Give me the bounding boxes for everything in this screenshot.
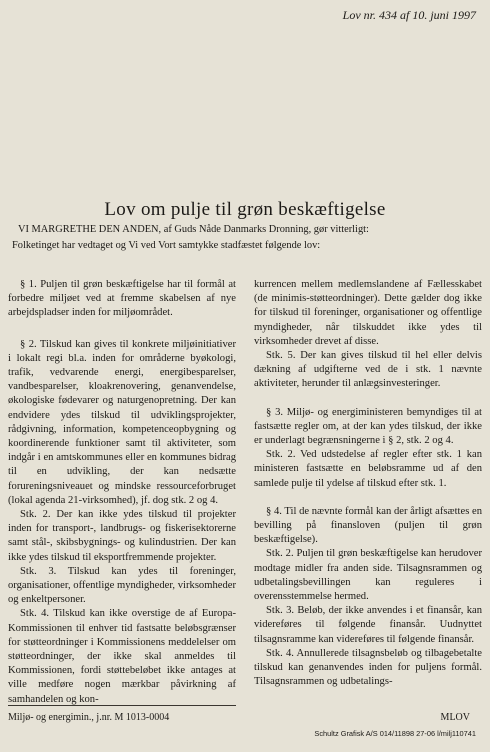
law-title: Lov om pulje til grøn beskæftigelse — [104, 199, 386, 220]
printer-imprint: Schultz Grafisk A/S 014/11898 27-06 l/milj110741 — [314, 729, 476, 738]
preamble — [12, 222, 478, 254]
paragraph-2-stk-3: Stk. 3. Tilskud kan ydes til foreninger, organisationer, offentlige myndigheder, virksomheder og enkeltpersoner. — [8, 565, 236, 606]
running-header: Lov nr. 434 af 10. juni 1997 — [342, 8, 476, 22]
paragraph-2: § 2. Tilskud kan gives til konkrete miljøinitiativer i lokalt regi bl.a. inden for områderne byøkologi, trafik, vedvarende energi, energibesparelser, vandbesparelser, kloakrenovering, genanvendelse, økologiske fødevarer og naturgenopretning. Der kan endvidere ydes tilskud til udviklingsprojekter, rådgivning, information, kompetenceopbygning og koordinerende funktioner samt til aktiviteter, som indgår i en amtskommunes eller en kommunes bidrag til en udvikling, der kan nedsætte forureningsniveauet og mindske ressourceforbruget (lokal agenda 21-virksomhed), jf. dog stk. 2 og 4. — [8, 338, 236, 506]
paragraph-3: § 3. Miljø- og energiministeren bemyndiges til at fastsætte regler om, at der kan ydes tilskud, der ikke er underlagt begrænsningerne i § 2, stk. 2 og 4. — [254, 406, 482, 447]
paragraph-1: § 1. Puljen til grøn beskæftigelse har til formål at forbedre miljøet ved at fremme skabelsen af nye arbejdspladser inden for miljøområdet. — [8, 279, 236, 319]
paragraph-2-stk-4: Stk. 4. Tilskud kan ikke overstige de af Europa-Kommissionen til enhver tid fastsatte beløbsgrænser for støtteordninger i Kommissionens meddelelser om støtteordninger, der ikke skal anmeldes til Kommissionen, fordi støttebeløbet ikke antages at ville medføre nogen mærkbar påvirkning af samhandelen og kon- — [8, 608, 236, 705]
paragraph-2-stk-5: Stk. 5. Der kan gives tilskud til hel eller delvis dækning af udgifterne ved de i stk. 1 nævnte aktiviteter, herunder til anlægsinvesteringer. — [254, 350, 482, 390]
paragraph-4-stk-3: Stk. 3. Beløb, der ikke anvendes i et finansår, kan videreføres til følgende finansår. Uudnyttet tilsagnsramme kan videreføres til følgende finansår. — [254, 605, 482, 645]
right-column — [254, 278, 482, 689]
paragraph-2-stk-4-cont: kurrencen mellem medlemslandene af Fællesskabet (de minimis-støtteordninger). Dette gælder dog ikke for tilskud til foreninger, organisationer og offentlige myndigheder, når tilskuddet ikke ydes til virksomheder drevet af disse. — [254, 279, 482, 347]
footer-divider — [8, 705, 236, 706]
paragraph-4-stk-4: Stk. 4. Annullerede tilsagnsbeløb og tilbagebetalte tilskud kan genanvendes inden for puljens formål. Tilsagnsrammen og udbetalings- — [254, 647, 482, 688]
preamble-line-2: Folketinget har vedtaget og Vi ved Vort samtykke stadfæstet følgende lov: — [12, 240, 321, 251]
journal-number: Miljø- og energimin., j.nr. M 1013-0004 — [8, 712, 170, 723]
paragraph-4: § 4. Til de nævnte formål kan der årligt afsættes en bevilling på finansloven (puljen til grøn beskæftigelse). — [254, 505, 482, 546]
paragraph-4-stk-2: Stk. 2. Puljen til grøn beskæftigelse kan herudover modtage midler fra anden side. Tilsagnsrammen og udbetalingsbevillingen kan reguleres i overensstemmelse hermed. — [254, 548, 482, 603]
preamble-line-1: VI MARGRETHE DEN ANDEN, af Guds Nåde Danmarks Dronning, gør vitterligt: — [18, 224, 369, 235]
paragraph-2-stk-2: Stk. 2. Der kan ikke ydes tilskud til projekter inden for transport-, landbrugs- og fiskerisektorerne samt stål-, skibsbygnings- og kulindustrien. Der kan ikke ydes tilskud til eksportfremmende projekter. — [8, 509, 236, 563]
left-column — [8, 278, 236, 707]
paragraph-3-stk-2: Stk. 2. Ved udstedelse af regler efter stk. 1 kan ministeren fastsætte en beløbsramme ud af den samlede pulje til ydelse af tilskud efter stk. 1. — [254, 449, 482, 489]
document-code: MLOV — [440, 712, 470, 723]
